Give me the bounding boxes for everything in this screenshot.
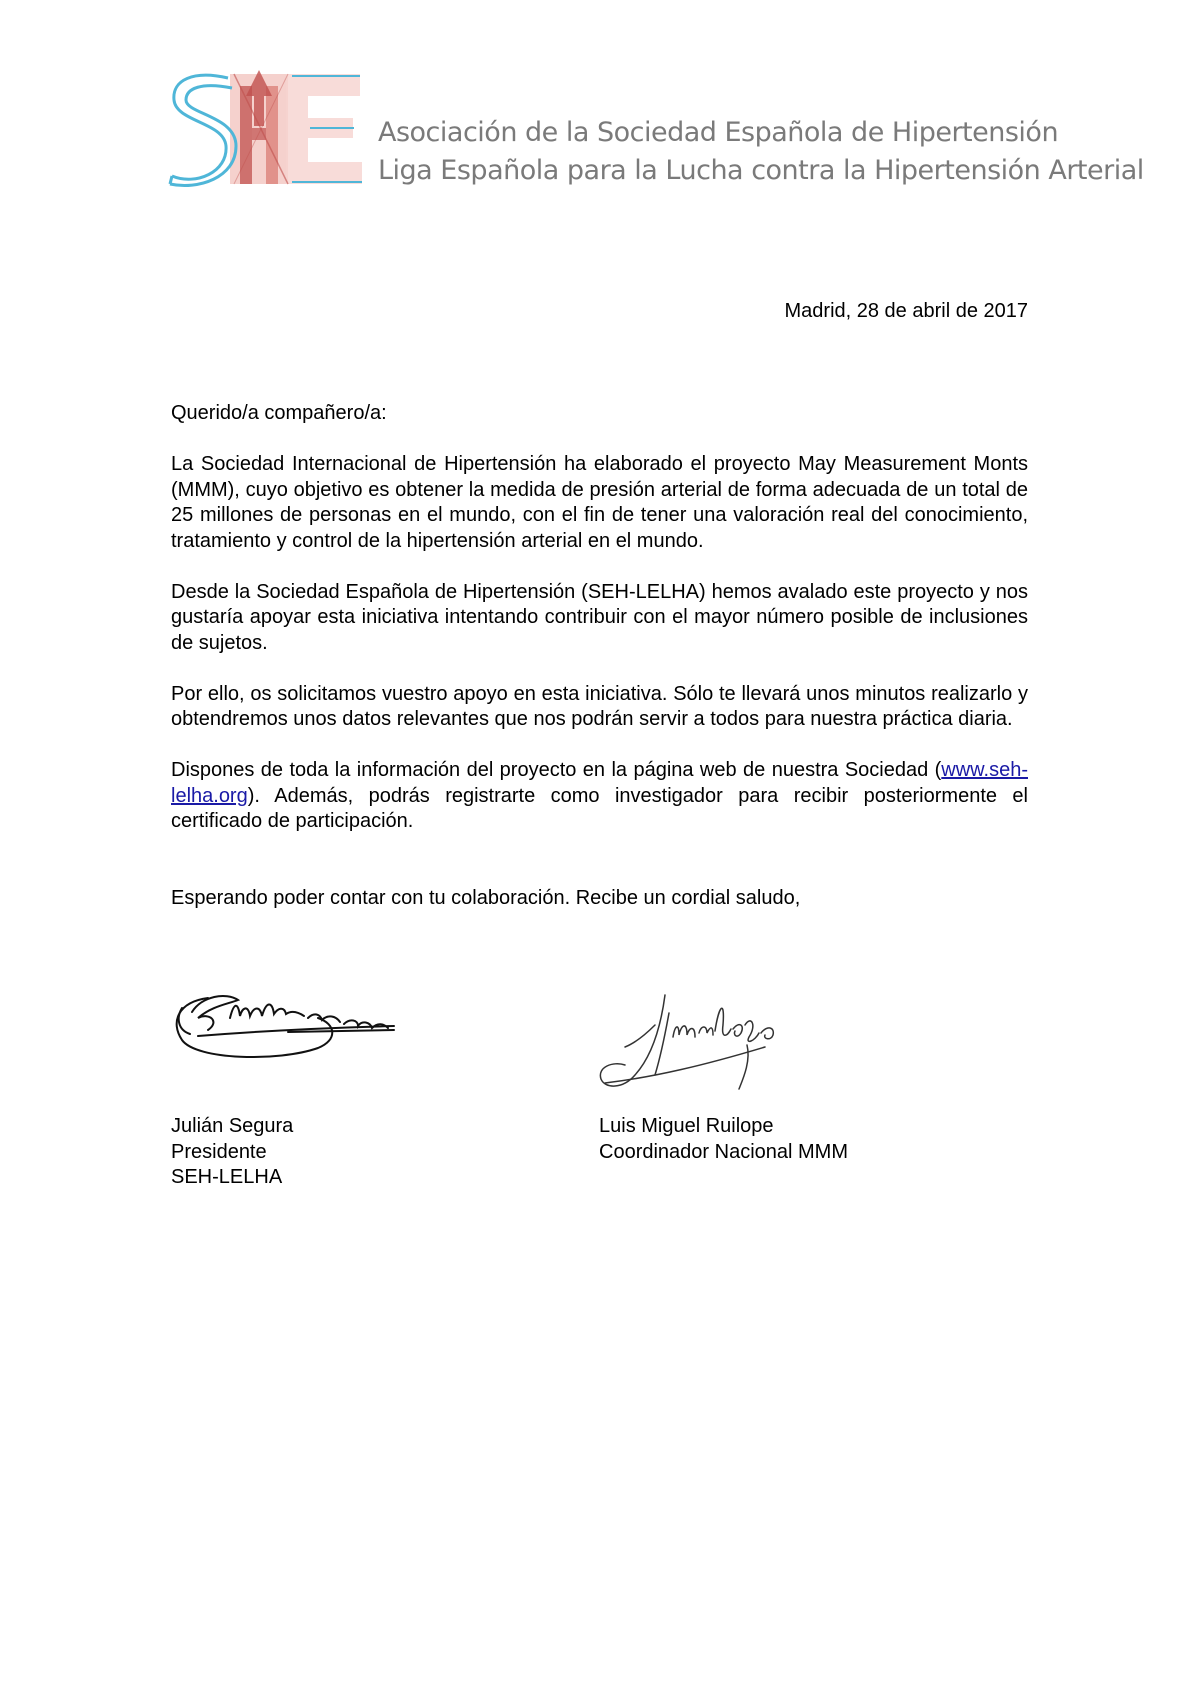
signer-luis-miguel-ruilope bbox=[599, 1114, 848, 1165]
signer-role: Coordinador Nacional MMM bbox=[599, 1140, 848, 1163]
signature-luis-miguel-ruilope bbox=[595, 985, 780, 1093]
salutation: Querido/a compañero/a: bbox=[171, 402, 387, 424]
signer-role: Presidente bbox=[171, 1140, 267, 1163]
paragraph-2: Desde la Sociedad Española de Hipertensión (SEH-LELHA) hemos avalado este proyecto y nos gustaría apoyar esta iniciativa intentando contribuir con el mayor número posible de inclusiones de sujetos. bbox=[171, 580, 1028, 654]
signature-julian-segura bbox=[168, 978, 398, 1063]
letter-body bbox=[171, 401, 1028, 937]
org-name-line-1: Asociación de la Sociedad Española de Hipertensión bbox=[378, 117, 1059, 148]
signer-name: Julián Segura bbox=[171, 1115, 294, 1137]
organization-names bbox=[378, 114, 1144, 190]
letter-date: Madrid, 28 de abril de 2017 bbox=[784, 300, 1028, 322]
signer-julian-segura bbox=[171, 1114, 293, 1191]
paragraph-4 bbox=[171, 758, 1028, 835]
website-link[interactable]: www.seh-lelha.org bbox=[171, 759, 1028, 807]
signer-organization: SEH-LELHA bbox=[171, 1166, 283, 1188]
letterhead bbox=[168, 66, 1144, 201]
paragraph-4-text-end: ). Además, podrás registrarte como investigador para recibir posteriormente el certificado de participación. bbox=[171, 784, 1028, 832]
org-name-line-2: Liga Española para la Lucha contra la Hipertensión Arterial bbox=[378, 155, 1144, 186]
paragraph-1: La Sociedad Internacional de Hipertensión ha elaborado el proyecto May Measurement Monts (MMM), cuyo objetivo es obtener la medida de presión arterial de forma adecuada de un total de 25 millones de personas en el mundo, con el fin de tener una valoración real del conocimiento, tratamiento y control de la hipertensión arterial en el mundo. bbox=[171, 453, 1028, 552]
signer-name: Luis Miguel Ruilope bbox=[599, 1115, 774, 1137]
paragraph-3: Por ello, os solicitamos vuestro apoyo en esta iniciativa. Sólo te llevará unos minutos realizarlo y obtendremos unos datos relevantes que nos podrán servir a todos para nuestra práctica diaria. bbox=[171, 682, 1028, 730]
paragraph-4-text-start: Dispones de toda la información del proyecto en la página web de nuestra Sociedad ( bbox=[171, 759, 942, 781]
seh-logo bbox=[168, 66, 363, 191]
closing-line: Esperando poder contar con tu colaboración. Recibe un cordial saludo, bbox=[171, 886, 801, 909]
